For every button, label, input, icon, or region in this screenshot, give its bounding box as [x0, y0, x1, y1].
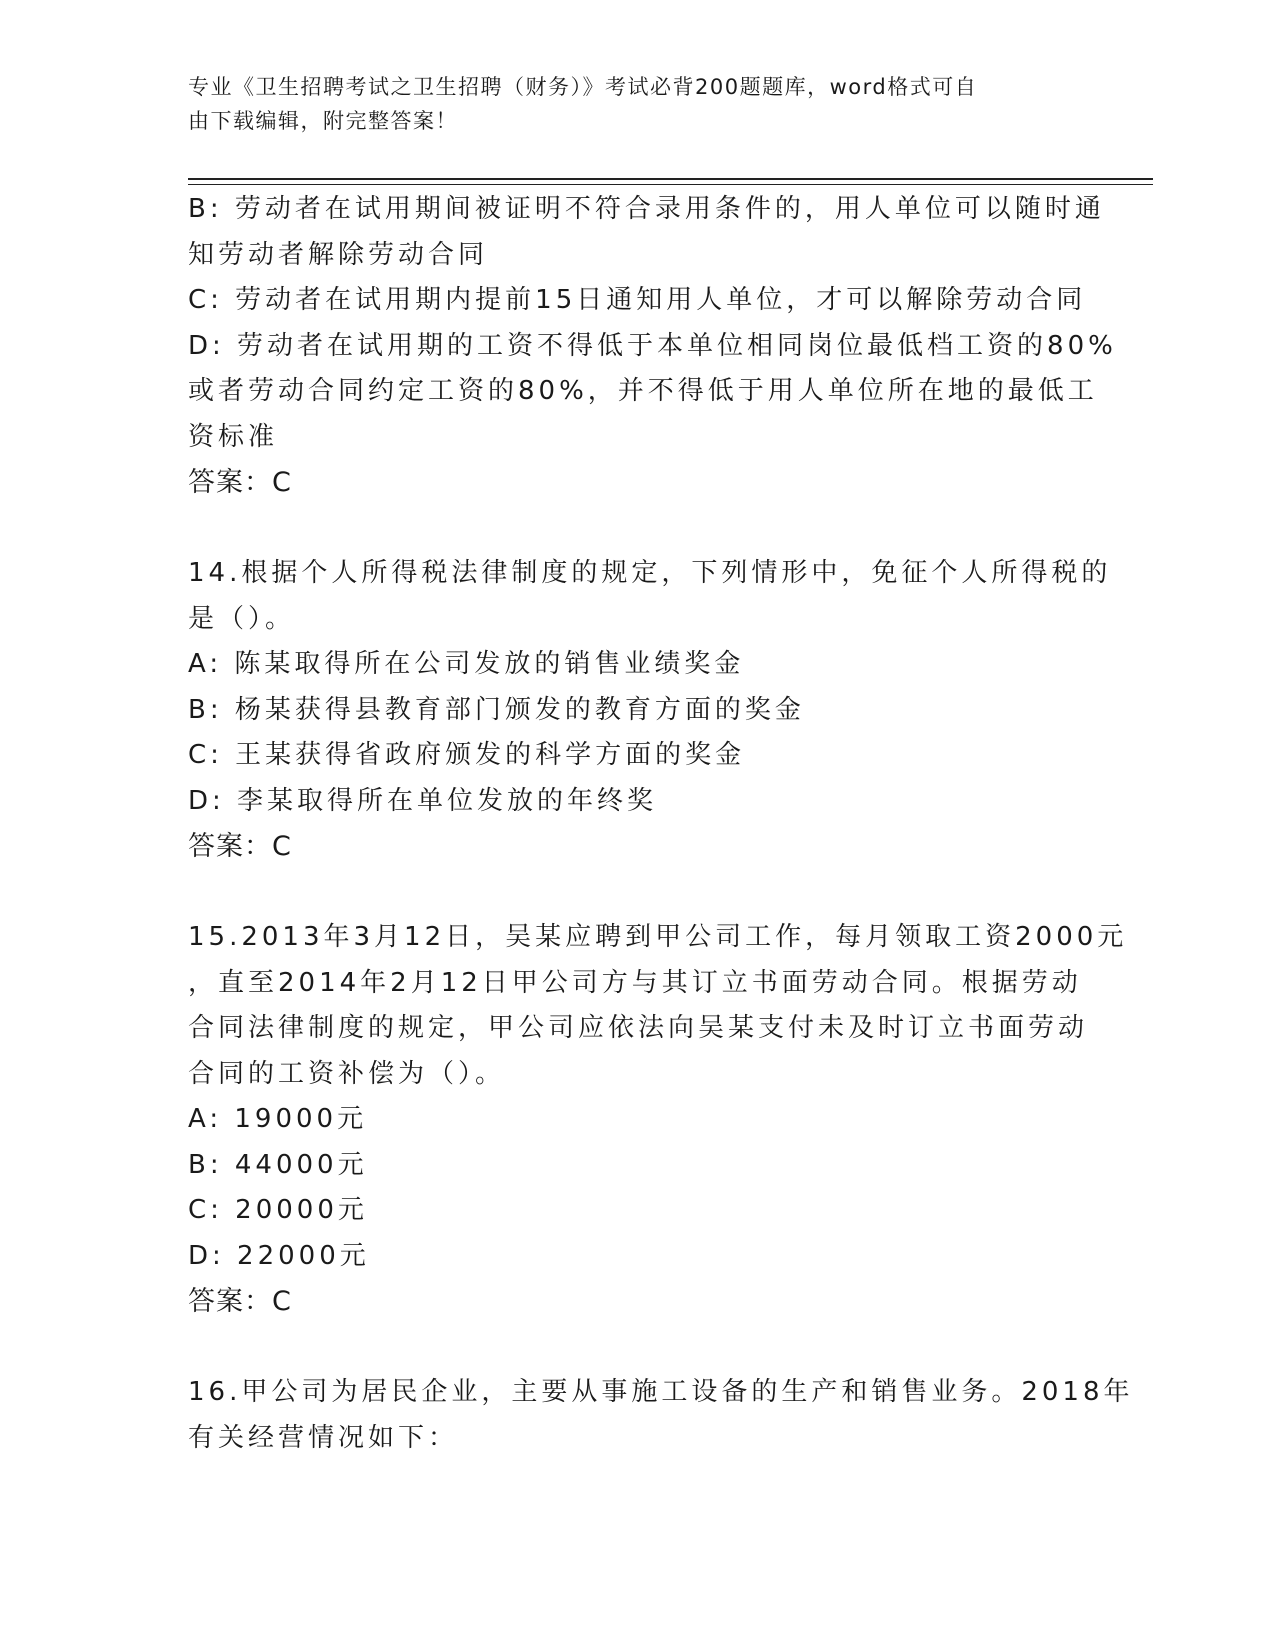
option-d: D: 22000元 [188, 1240, 370, 1271]
question-15-block [188, 915, 1128, 1325]
option-a: A: 19000元 [188, 1104, 368, 1134]
answer-14: 答案：C [188, 831, 292, 862]
header-divider-thin [188, 184, 1153, 185]
answer-13: 答案：C [188, 467, 292, 498]
option-b-line-1: B: 劳动者在试用期间被证明不符合录用条件的，用人单位可以随时通 [188, 194, 1105, 224]
question-15-stem-line-4: 合同的工资补偿为（）。 [188, 1058, 506, 1089]
option-b-line-2: 知劳动者解除劳动合同 [188, 239, 489, 270]
question-16-stem-line-1: 16.甲公司为居民企业，主要从事施工设备的生产和销售业务。2018年 [188, 1377, 1134, 1407]
question-15-stem-line-1: 15.2013年3月12日，吴某应聘到甲公司工作，每月领取工资2000元 [188, 922, 1128, 952]
question-16-stem-line-2: 有关经营情况如下： [188, 1422, 459, 1453]
option-d-line-3: 资标准 [188, 421, 279, 452]
option-d: D: 李某取得所在单位发放的年终奖 [188, 785, 658, 816]
option-b: B: 杨某获得县教育部门颁发的教育方面的奖金 [188, 694, 805, 725]
question-16-block [188, 1370, 1134, 1461]
option-b: B: 44000元 [188, 1149, 368, 1180]
question-15-stem-line-2: ，直至2014年2月12日甲公司方与其订立书面劳动合同。根据劳动 [188, 967, 1082, 998]
option-d-line-1: D: 劳动者在试用期的工资不得低于本单位相同岗位最低档工资的80% [188, 330, 1117, 361]
option-c: C: 劳动者在试用期内提前15日通知用人单位，才可以解除劳动合同 [188, 285, 1087, 315]
spacer [188, 1325, 1083, 1371]
option-d-line-2: 或者劳动合同约定工资的80%，并不得低于用人单位所在地的最低工 [188, 376, 1098, 406]
question-15-stem-line-3: 合同法律制度的规定，甲公司应依法向吴某支付未及时订立书面劳动 [188, 1013, 1089, 1043]
answer-15: 答案：C [188, 1286, 292, 1317]
question-content [188, 187, 1134, 1461]
question-14-block [188, 551, 1112, 870]
question-13-block [188, 187, 1117, 506]
question-14-stem-line-1: 14.根据个人所得税法律制度的规定，下列情形中，免征个人所得税的 [188, 558, 1112, 588]
header-line-2: 由下载编辑，附完整答案！ [188, 109, 458, 133]
option-a: A: 陈某取得所在公司发放的销售业绩奖金 [188, 649, 745, 679]
option-c: C: 20000元 [188, 1195, 368, 1225]
document-header [188, 70, 1078, 138]
option-c: C: 王某获得省政府颁发的科学方面的奖金 [188, 740, 746, 770]
question-14-stem-line-2: 是（）。 [188, 603, 296, 634]
spacer [188, 506, 1083, 552]
header-line-1: 专业《卫生招聘考试之卫生招聘（财务）》考试必背200题题库，word格式可自 [188, 75, 978, 99]
header-divider-thick [188, 178, 1153, 180]
spacer [188, 870, 1083, 916]
